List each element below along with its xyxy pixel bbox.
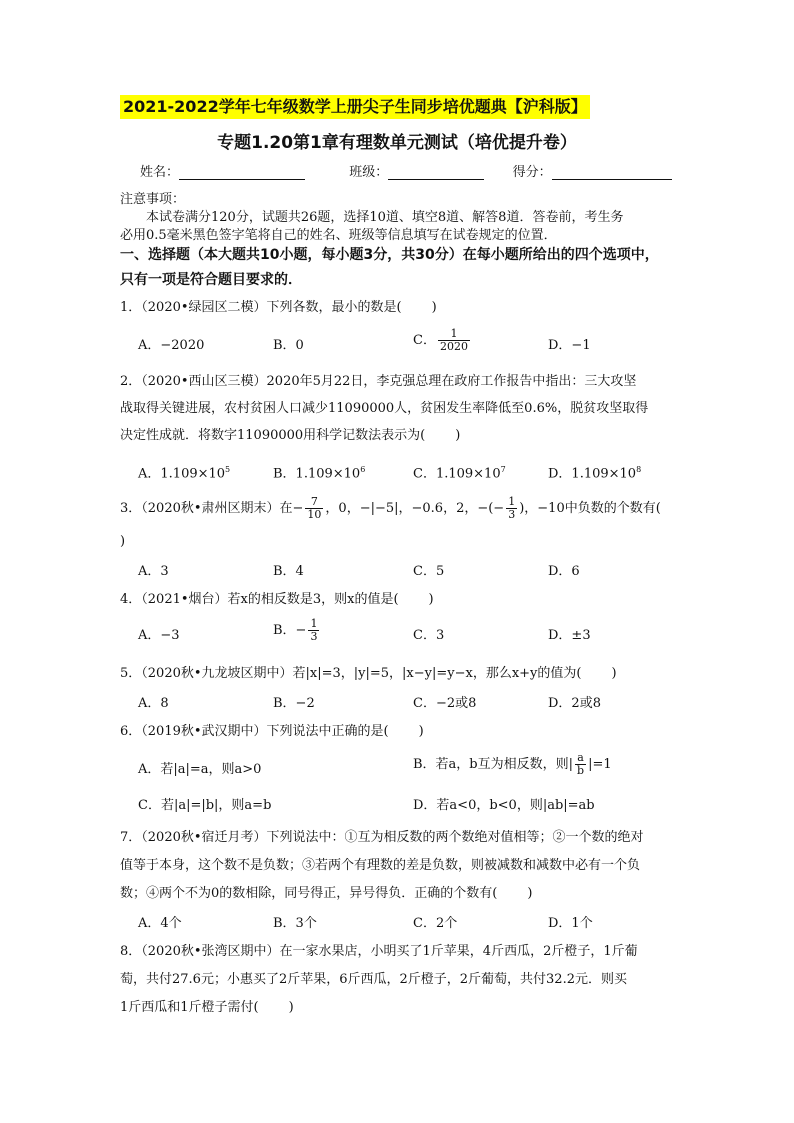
question-2-line-2: 战取得关键进展，农村贫困人口减少11090000人，贫困发生率降低至0.6%，脱贫攻坚取得	[120, 401, 649, 416]
question-4-stem: 4．（2021•烟台）若x的相反数是3，则x的值是( )	[120, 592, 434, 607]
question-3-stem: 3．（2020秋•肃州区期末）在− $\frac{7}{10}$ ，0，−|−5|，−0.6，2，−(− $\frac{1}{3}$ )，−10中负数的个数有(	[120, 495, 661, 521]
option-d[interactable]: D．若a<0，b<0，则|ab|=ab	[413, 798, 595, 813]
question-2-options	[138, 458, 698, 484]
question-4-options	[138, 617, 698, 650]
option-d[interactable]: D．2或8	[548, 696, 601, 711]
option-b[interactable]: B．4	[273, 564, 304, 579]
option-d[interactable]: D．1个	[548, 916, 593, 931]
option-a[interactable]: A．−2020	[138, 338, 205, 353]
option-d[interactable]: D．6	[548, 564, 580, 579]
option-b[interactable]: B．$1.109\times 10^6$	[273, 465, 366, 482]
option-c[interactable]: C．若|a|=|b|，则a=b	[138, 798, 272, 813]
class-field[interactable]	[388, 164, 484, 180]
question-5-options	[138, 692, 698, 718]
question-8-line-1: 8．（2020秋•张湾区期中）在一家水果店，小明买了1斤苹果，4斤西瓜，2斤橙子，1斤葡	[120, 944, 638, 959]
question-1-stem: 1．（2020•绿园区二模）下列各数，最小的数是( )	[120, 300, 437, 315]
option-d[interactable]: D．−1	[548, 338, 591, 353]
option-b[interactable]: B．若a，b互为相反数，则| $\frac{a}{b}$ |=1	[413, 751, 612, 777]
question-6-stem: 6．（2019秋•武汉期中）下列说法中正确的是( )	[120, 724, 424, 739]
score-label: 得分：	[512, 165, 552, 180]
question-3-close: )	[120, 534, 126, 549]
question-8-line-2: 萄，共付27.6元；小惠买了2斤苹果，6斤西瓜，2斤橙子，2斤葡萄，共付32.2元．则买	[120, 972, 627, 987]
option-a[interactable]: A．3	[138, 564, 169, 579]
question-3-options	[138, 560, 698, 586]
option-c[interactable]: C． $\frac{1}{2020}$	[413, 327, 468, 353]
option-b[interactable]: B．3个	[273, 916, 317, 931]
option-a[interactable]: A．8	[138, 696, 169, 711]
option-a[interactable]: A．4个	[138, 916, 182, 931]
option-d[interactable]: D．$1.109\times 10^8$	[548, 465, 642, 482]
question-5-stem: 5．（2020秋•九龙坡区期中）若|x|=3，|y|=5，|x−y|=y−x，那么x+y的值为( )	[120, 666, 617, 681]
student-info-row	[140, 161, 672, 181]
option-a[interactable]: A．$1.109\times 10^5$	[138, 465, 231, 482]
question-6-options-row-1	[138, 751, 698, 784]
option-c[interactable]: C．3	[413, 628, 445, 643]
option-d[interactable]: D．±3	[548, 628, 591, 643]
option-c[interactable]: C．−2或8	[413, 696, 477, 711]
section-heading-line-1: 一、选择题（本大题共10小题，每小题3分，共30分）在每小题所给出的四个选项中，	[120, 247, 659, 263]
series-banner: 2021-2022学年七年级数学上册尖子生同步培优题典【沪科版】	[120, 95, 590, 119]
score-field[interactable]	[552, 164, 672, 180]
section-heading-line-2: 只有一项是符合题目要求的．	[120, 272, 302, 288]
notice-line-2: 必用0.5毫米黑色签字笔将自己的姓名、班级等信息填写在试卷规定的位置．	[120, 228, 557, 243]
option-b[interactable]: B．−2	[273, 696, 315, 711]
question-7-line-3: 数；④两个不为0的数相除，同号得正，异号得负．正确的个数有( )	[120, 886, 533, 901]
option-a[interactable]: A．−3	[138, 628, 180, 643]
notice-line-1: 本试卷满分120分，试题共26题，选择10道、填空8道、解答8道．答卷前，考生务	[146, 210, 624, 225]
name-label: 姓名：	[140, 165, 180, 180]
question-1-options	[138, 327, 698, 360]
notice-heading: 注意事项：	[120, 192, 186, 207]
question-7-line-1: 7．（2020秋•宿迁月考）下列说法中：①互为相反数的两个数绝对值相等；②一个数的绝对	[120, 830, 644, 845]
option-c[interactable]: C．2个	[413, 916, 458, 931]
option-b[interactable]: B．0	[273, 338, 304, 353]
question-2-line-1: 2．（2020•西山区三模）2020年5月22日，李克强总理在政府工作报告中指出：三大攻坚	[120, 374, 637, 389]
option-c[interactable]: C．$1.109\times 10^7$	[413, 465, 506, 482]
class-label: 班级：	[349, 165, 389, 180]
question-7-options	[138, 912, 698, 938]
option-b[interactable]: B．− $\frac{1}{3}$	[273, 617, 318, 643]
question-7-line-2: 值等于本身，这个数不是负数；③若两个有理数的差是负数，则被减数和减数中必有一个负	[120, 858, 641, 873]
question-8-line-3: 1斤西瓜和1斤橙子需付( )	[120, 1000, 294, 1015]
option-c[interactable]: C．5	[413, 564, 445, 579]
question-2-line-3: 决定性成就．将数字11090000用科学记数法表示为( )	[120, 428, 461, 443]
option-a[interactable]: A．若|a|=a，则a>0	[138, 762, 262, 777]
name-field[interactable]	[179, 164, 305, 180]
page-title: 专题1.20第1章有理数单元测试（培优提升卷）	[217, 133, 577, 153]
question-6-options-row-2	[138, 794, 698, 820]
